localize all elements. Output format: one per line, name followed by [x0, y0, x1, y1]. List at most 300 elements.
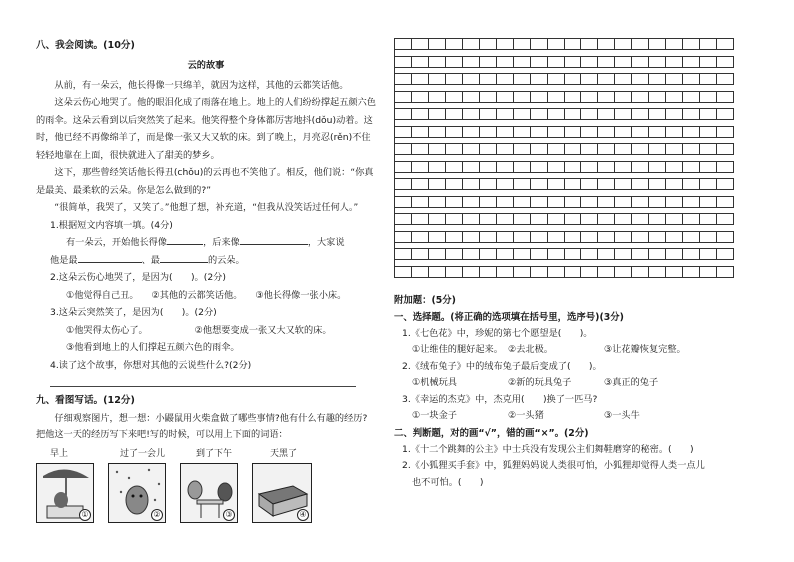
grid-cell[interactable]	[632, 143, 649, 155]
grid-cell[interactable]	[598, 73, 615, 85]
grid-cell[interactable]	[598, 266, 615, 278]
grid-cell[interactable]	[446, 38, 463, 50]
grid-cell[interactable]	[683, 178, 700, 190]
grid-cell[interactable]	[395, 38, 412, 50]
grid-cell[interactable]	[497, 196, 514, 208]
grid-cell[interactable]	[429, 126, 446, 138]
grid-cell[interactable]	[514, 73, 531, 85]
grid-cell[interactable]	[717, 196, 734, 208]
grid-cell[interactable]	[497, 56, 514, 68]
grid-cell[interactable]	[429, 73, 446, 85]
grid-cell[interactable]	[531, 196, 548, 208]
grid-cell[interactable]	[446, 56, 463, 68]
grid-cell[interactable]	[463, 196, 480, 208]
grid-cell[interactable]	[598, 231, 615, 243]
grid-cell[interactable]	[548, 38, 565, 50]
grid-cell[interactable]	[700, 108, 717, 120]
grid-cell[interactable]	[548, 73, 565, 85]
grid-cell[interactable]	[700, 178, 717, 190]
grid-cell[interactable]	[480, 38, 497, 50]
grid-cell[interactable]	[429, 178, 446, 190]
grid-cell[interactable]	[717, 91, 734, 103]
grid-cell[interactable]	[463, 213, 480, 225]
grid-cell[interactable]	[649, 161, 666, 173]
grid-cell[interactable]	[581, 108, 598, 120]
grid-cell[interactable]	[700, 248, 717, 260]
grid-cell[interactable]	[632, 196, 649, 208]
grid-cell[interactable]	[615, 38, 632, 50]
grid-cell[interactable]	[531, 91, 548, 103]
grid-cell[interactable]	[683, 161, 700, 173]
grid-cell[interactable]	[649, 196, 666, 208]
grid-cell[interactable]	[632, 231, 649, 243]
grid-cell[interactable]	[395, 73, 412, 85]
grid-cell[interactable]	[565, 161, 582, 173]
grid-cell[interactable]	[480, 213, 497, 225]
grid-cell[interactable]	[565, 38, 582, 50]
grid-cell[interactable]	[581, 38, 598, 50]
grid-cell[interactable]	[700, 91, 717, 103]
grid-cell[interactable]	[463, 126, 480, 138]
grid-cell[interactable]	[598, 143, 615, 155]
grid-cell[interactable]	[412, 108, 429, 120]
grid-cell[interactable]	[531, 56, 548, 68]
grid-cell[interactable]	[497, 266, 514, 278]
grid-cell[interactable]	[514, 126, 531, 138]
grid-cell[interactable]	[683, 108, 700, 120]
grid-cell[interactable]	[615, 126, 632, 138]
grid-cell[interactable]	[531, 126, 548, 138]
grid-cell[interactable]	[683, 38, 700, 50]
q1-blank-1[interactable]	[167, 235, 203, 245]
q1-blank-2[interactable]	[240, 235, 308, 245]
grid-cell[interactable]	[632, 73, 649, 85]
grid-cell[interactable]	[700, 161, 717, 173]
grid-cell[interactable]	[632, 91, 649, 103]
grid-cell[interactable]	[666, 126, 683, 138]
cq1-option-1[interactable]: ①让维佳的腿好起来。	[412, 344, 503, 355]
grid-cell[interactable]	[395, 266, 412, 278]
grid-cell[interactable]	[649, 248, 666, 260]
grid-cell[interactable]	[531, 248, 548, 260]
grid-cell[interactable]	[615, 91, 632, 103]
grid-cell[interactable]	[700, 73, 717, 85]
grid-cell[interactable]	[717, 213, 734, 225]
grid-cell[interactable]	[581, 126, 598, 138]
grid-cell[interactable]	[632, 108, 649, 120]
grid-cell[interactable]	[632, 248, 649, 260]
grid-cell[interactable]	[395, 56, 412, 68]
grid-cell[interactable]	[429, 38, 446, 50]
grid-cell[interactable]	[548, 231, 565, 243]
q3-option-2[interactable]: ②他想要变成一张又大又软的床。	[194, 324, 332, 336]
grid-cell[interactable]	[497, 213, 514, 225]
grid-cell[interactable]	[531, 266, 548, 278]
grid-cell[interactable]	[666, 38, 683, 50]
grid-cell[interactable]	[717, 143, 734, 155]
grid-cell[interactable]	[565, 91, 582, 103]
grid-cell[interactable]	[581, 196, 598, 208]
grid-cell[interactable]	[666, 161, 683, 173]
grid-cell[interactable]	[683, 266, 700, 278]
grid-cell[interactable]	[548, 161, 565, 173]
grid-cell[interactable]	[649, 231, 666, 243]
grid-cell[interactable]	[717, 161, 734, 173]
grid-cell[interactable]	[395, 248, 412, 260]
grid-cell[interactable]	[615, 213, 632, 225]
grid-cell[interactable]	[446, 178, 463, 190]
cq1-option-3[interactable]: ③让花瓣恢复完整。	[604, 344, 686, 355]
grid-cell[interactable]	[531, 178, 548, 190]
grid-cell[interactable]	[666, 56, 683, 68]
grid-cell[interactable]	[429, 108, 446, 120]
grid-cell[interactable]	[565, 248, 582, 260]
q2-option-3[interactable]: ③他长得像一张小床。	[255, 289, 347, 301]
grid-cell[interactable]	[514, 38, 531, 50]
grid-cell[interactable]	[497, 38, 514, 50]
grid-cell[interactable]	[615, 231, 632, 243]
grid-cell[interactable]	[598, 91, 615, 103]
grid-cell[interactable]	[463, 231, 480, 243]
grid-cell[interactable]	[666, 91, 683, 103]
grid-cell[interactable]	[463, 248, 480, 260]
grid-cell[interactable]	[514, 213, 531, 225]
grid-cell[interactable]	[412, 178, 429, 190]
grid-cell[interactable]	[514, 266, 531, 278]
q2-option-1[interactable]: ①他觉得自己丑。	[66, 289, 139, 301]
grid-cell[interactable]	[463, 266, 480, 278]
grid-cell[interactable]	[531, 38, 548, 50]
grid-cell[interactable]	[632, 126, 649, 138]
grid-cell[interactable]	[615, 178, 632, 190]
grid-cell[interactable]	[666, 231, 683, 243]
grid-cell[interactable]	[717, 73, 734, 85]
grid-cell[interactable]	[429, 91, 446, 103]
grid-cell[interactable]	[700, 196, 717, 208]
grid-cell[interactable]	[581, 231, 598, 243]
grid-cell[interactable]	[565, 143, 582, 155]
grid-cell[interactable]	[548, 143, 565, 155]
grid-cell[interactable]	[497, 126, 514, 138]
grid-cell[interactable]	[463, 73, 480, 85]
grid-cell[interactable]	[649, 178, 666, 190]
grid-cell[interactable]	[683, 196, 700, 208]
grid-cell[interactable]	[565, 266, 582, 278]
grid-cell[interactable]	[480, 248, 497, 260]
grid-cell[interactable]	[514, 108, 531, 120]
grid-cell[interactable]	[412, 161, 429, 173]
grid-cell[interactable]	[632, 161, 649, 173]
grid-cell[interactable]	[395, 108, 412, 120]
grid-cell[interactable]	[581, 161, 598, 173]
grid-cell[interactable]	[446, 108, 463, 120]
grid-cell[interactable]	[480, 56, 497, 68]
grid-cell[interactable]	[548, 266, 565, 278]
grid-cell[interactable]	[683, 213, 700, 225]
grid-cell[interactable]	[446, 231, 463, 243]
grid-cell[interactable]	[480, 161, 497, 173]
grid-cell[interactable]	[446, 143, 463, 155]
grid-cell[interactable]	[615, 196, 632, 208]
grid-cell[interactable]	[598, 108, 615, 120]
grid-cell[interactable]	[700, 266, 717, 278]
grid-cell[interactable]	[514, 143, 531, 155]
grid-cell[interactable]	[412, 143, 429, 155]
grid-cell[interactable]	[666, 178, 683, 190]
grid-cell[interactable]	[412, 248, 429, 260]
grid-cell[interactable]	[531, 108, 548, 120]
grid-cell[interactable]	[429, 213, 446, 225]
grid-cell[interactable]	[666, 73, 683, 85]
grid-cell[interactable]	[514, 178, 531, 190]
grid-cell[interactable]	[649, 266, 666, 278]
grid-cell[interactable]	[446, 126, 463, 138]
grid-cell[interactable]	[429, 266, 446, 278]
grid-cell[interactable]	[700, 231, 717, 243]
grid-cell[interactable]	[581, 248, 598, 260]
grid-cell[interactable]	[565, 231, 582, 243]
grid-cell[interactable]	[412, 126, 429, 138]
grid-cell[interactable]	[649, 143, 666, 155]
grid-cell[interactable]	[548, 91, 565, 103]
grid-cell[interactable]	[717, 248, 734, 260]
grid-cell[interactable]	[480, 126, 497, 138]
grid-cell[interactable]	[683, 143, 700, 155]
grid-cell[interactable]	[480, 178, 497, 190]
grid-cell[interactable]	[446, 73, 463, 85]
grid-cell[interactable]	[446, 248, 463, 260]
grid-cell[interactable]	[632, 38, 649, 50]
grid-cell[interactable]	[565, 56, 582, 68]
grid-cell[interactable]	[632, 56, 649, 68]
grid-cell[interactable]	[429, 231, 446, 243]
grid-cell[interactable]	[666, 213, 683, 225]
grid-cell[interactable]	[683, 248, 700, 260]
grid-cell[interactable]	[446, 266, 463, 278]
grid-cell[interactable]	[497, 91, 514, 103]
grid-cell[interactable]	[615, 56, 632, 68]
grid-cell[interactable]	[666, 196, 683, 208]
grid-cell[interactable]	[412, 266, 429, 278]
grid-cell[interactable]	[480, 143, 497, 155]
grid-cell[interactable]	[548, 178, 565, 190]
grid-cell[interactable]	[412, 38, 429, 50]
grid-cell[interactable]	[649, 56, 666, 68]
grid-cell[interactable]	[514, 196, 531, 208]
grid-cell[interactable]	[429, 196, 446, 208]
grid-cell[interactable]	[480, 73, 497, 85]
q1-blank-3[interactable]	[78, 253, 142, 263]
writing-grid[interactable]	[394, 38, 734, 278]
grid-cell[interactable]	[463, 143, 480, 155]
grid-cell[interactable]	[531, 143, 548, 155]
grid-cell[interactable]	[649, 213, 666, 225]
grid-cell[interactable]	[717, 56, 734, 68]
grid-cell[interactable]	[632, 266, 649, 278]
cq2-option-1[interactable]: ①机械玩具	[412, 377, 457, 388]
grid-cell[interactable]	[565, 213, 582, 225]
q4-answer-line[interactable]	[50, 386, 356, 387]
grid-cell[interactable]	[700, 38, 717, 50]
grid-cell[interactable]	[581, 56, 598, 68]
grid-cell[interactable]	[649, 91, 666, 103]
grid-cell[interactable]	[412, 213, 429, 225]
grid-cell[interactable]	[683, 126, 700, 138]
grid-cell[interactable]	[395, 143, 412, 155]
grid-cell[interactable]	[463, 38, 480, 50]
grid-cell[interactable]	[395, 126, 412, 138]
grid-cell[interactable]	[395, 231, 412, 243]
grid-cell[interactable]	[548, 108, 565, 120]
cq2-option-3[interactable]: ③真正的兔子	[604, 377, 659, 388]
grid-cell[interactable]	[463, 178, 480, 190]
grid-cell[interactable]	[649, 108, 666, 120]
q3-option-1[interactable]: ①他哭得太伤心了。	[66, 324, 148, 336]
grid-cell[interactable]	[480, 231, 497, 243]
grid-cell[interactable]	[548, 248, 565, 260]
cq3-option-1[interactable]: ①一块金子	[412, 410, 457, 421]
grid-cell[interactable]	[463, 161, 480, 173]
grid-cell[interactable]	[581, 91, 598, 103]
grid-cell[interactable]	[497, 73, 514, 85]
grid-cell[interactable]	[463, 108, 480, 120]
grid-cell[interactable]	[666, 248, 683, 260]
grid-cell[interactable]	[717, 108, 734, 120]
grid-cell[interactable]	[717, 266, 734, 278]
grid-cell[interactable]	[581, 73, 598, 85]
grid-cell[interactable]	[395, 178, 412, 190]
grid-cell[interactable]	[395, 161, 412, 173]
grid-cell[interactable]	[683, 73, 700, 85]
grid-cell[interactable]	[412, 196, 429, 208]
grid-cell[interactable]	[514, 248, 531, 260]
grid-cell[interactable]	[666, 143, 683, 155]
grid-cell[interactable]	[565, 196, 582, 208]
grid-cell[interactable]	[480, 196, 497, 208]
grid-cell[interactable]	[395, 196, 412, 208]
grid-cell[interactable]	[429, 248, 446, 260]
grid-cell[interactable]	[565, 126, 582, 138]
grid-cell[interactable]	[632, 213, 649, 225]
grid-cell[interactable]	[632, 178, 649, 190]
grid-cell[interactable]	[649, 126, 666, 138]
grid-cell[interactable]	[683, 56, 700, 68]
grid-cell[interactable]	[497, 231, 514, 243]
grid-cell[interactable]	[565, 73, 582, 85]
grid-cell[interactable]	[463, 91, 480, 103]
grid-cell[interactable]	[514, 231, 531, 243]
grid-cell[interactable]	[446, 91, 463, 103]
grid-cell[interactable]	[412, 73, 429, 85]
grid-cell[interactable]	[700, 213, 717, 225]
grid-cell[interactable]	[598, 178, 615, 190]
grid-cell[interactable]	[717, 178, 734, 190]
grid-cell[interactable]	[565, 108, 582, 120]
grid-cell[interactable]	[581, 143, 598, 155]
grid-cell[interactable]	[395, 91, 412, 103]
grid-cell[interactable]	[598, 213, 615, 225]
grid-cell[interactable]	[548, 56, 565, 68]
grid-cell[interactable]	[598, 196, 615, 208]
grid-cell[interactable]	[598, 126, 615, 138]
grid-cell[interactable]	[700, 56, 717, 68]
grid-cell[interactable]	[717, 126, 734, 138]
grid-cell[interactable]	[514, 56, 531, 68]
grid-cell[interactable]	[615, 248, 632, 260]
grid-cell[interactable]	[497, 248, 514, 260]
grid-cell[interactable]	[565, 178, 582, 190]
grid-cell[interactable]	[531, 161, 548, 173]
grid-cell[interactable]	[548, 126, 565, 138]
grid-cell[interactable]	[666, 108, 683, 120]
grid-cell[interactable]	[649, 38, 666, 50]
grid-cell[interactable]	[514, 161, 531, 173]
q2-option-2[interactable]: ②其他的云都笑话他。	[151, 289, 243, 301]
grid-cell[interactable]	[700, 126, 717, 138]
grid-cell[interactable]	[615, 108, 632, 120]
grid-cell[interactable]	[429, 143, 446, 155]
grid-cell[interactable]	[598, 161, 615, 173]
grid-cell[interactable]	[497, 178, 514, 190]
cq2-option-2[interactable]: ②新的玩具兔子	[508, 377, 572, 388]
grid-cell[interactable]	[395, 213, 412, 225]
grid-cell[interactable]	[717, 38, 734, 50]
grid-cell[interactable]	[446, 196, 463, 208]
grid-cell[interactable]	[598, 56, 615, 68]
q3-option-3[interactable]: ③他看到地上的人们撑起五颜六色的雨伞。	[66, 342, 240, 354]
grid-cell[interactable]	[429, 56, 446, 68]
grid-cell[interactable]	[548, 196, 565, 208]
cq1-option-2[interactable]: ②去北极。	[508, 344, 553, 355]
grid-cell[interactable]	[581, 213, 598, 225]
grid-cell[interactable]	[463, 56, 480, 68]
grid-cell[interactable]	[548, 213, 565, 225]
grid-cell[interactable]	[412, 231, 429, 243]
grid-cell[interactable]	[480, 108, 497, 120]
grid-cell[interactable]	[412, 91, 429, 103]
grid-cell[interactable]	[700, 143, 717, 155]
grid-cell[interactable]	[480, 266, 497, 278]
grid-cell[interactable]	[683, 231, 700, 243]
grid-cell[interactable]	[581, 178, 598, 190]
grid-cell[interactable]	[497, 143, 514, 155]
grid-cell[interactable]	[480, 91, 497, 103]
grid-cell[interactable]	[531, 213, 548, 225]
cq3-option-2[interactable]: ②一头猪	[508, 410, 544, 421]
grid-cell[interactable]	[717, 231, 734, 243]
grid-cell[interactable]	[446, 213, 463, 225]
grid-cell[interactable]	[412, 56, 429, 68]
grid-cell[interactable]	[514, 91, 531, 103]
grid-cell[interactable]	[683, 91, 700, 103]
cq3-option-3[interactable]: ③一头牛	[604, 410, 640, 421]
grid-cell[interactable]	[666, 266, 683, 278]
grid-cell[interactable]	[531, 231, 548, 243]
grid-cell[interactable]	[446, 161, 463, 173]
grid-cell[interactable]	[598, 38, 615, 50]
grid-cell[interactable]	[615, 143, 632, 155]
grid-cell[interactable]	[531, 73, 548, 85]
grid-cell[interactable]	[497, 161, 514, 173]
grid-cell[interactable]	[598, 248, 615, 260]
grid-cell[interactable]	[429, 161, 446, 173]
grid-cell[interactable]	[649, 73, 666, 85]
grid-cell[interactable]	[497, 108, 514, 120]
grid-cell[interactable]	[615, 161, 632, 173]
q1-blank-4[interactable]	[160, 253, 208, 263]
grid-cell[interactable]	[615, 73, 632, 85]
grid-cell[interactable]	[615, 266, 632, 278]
